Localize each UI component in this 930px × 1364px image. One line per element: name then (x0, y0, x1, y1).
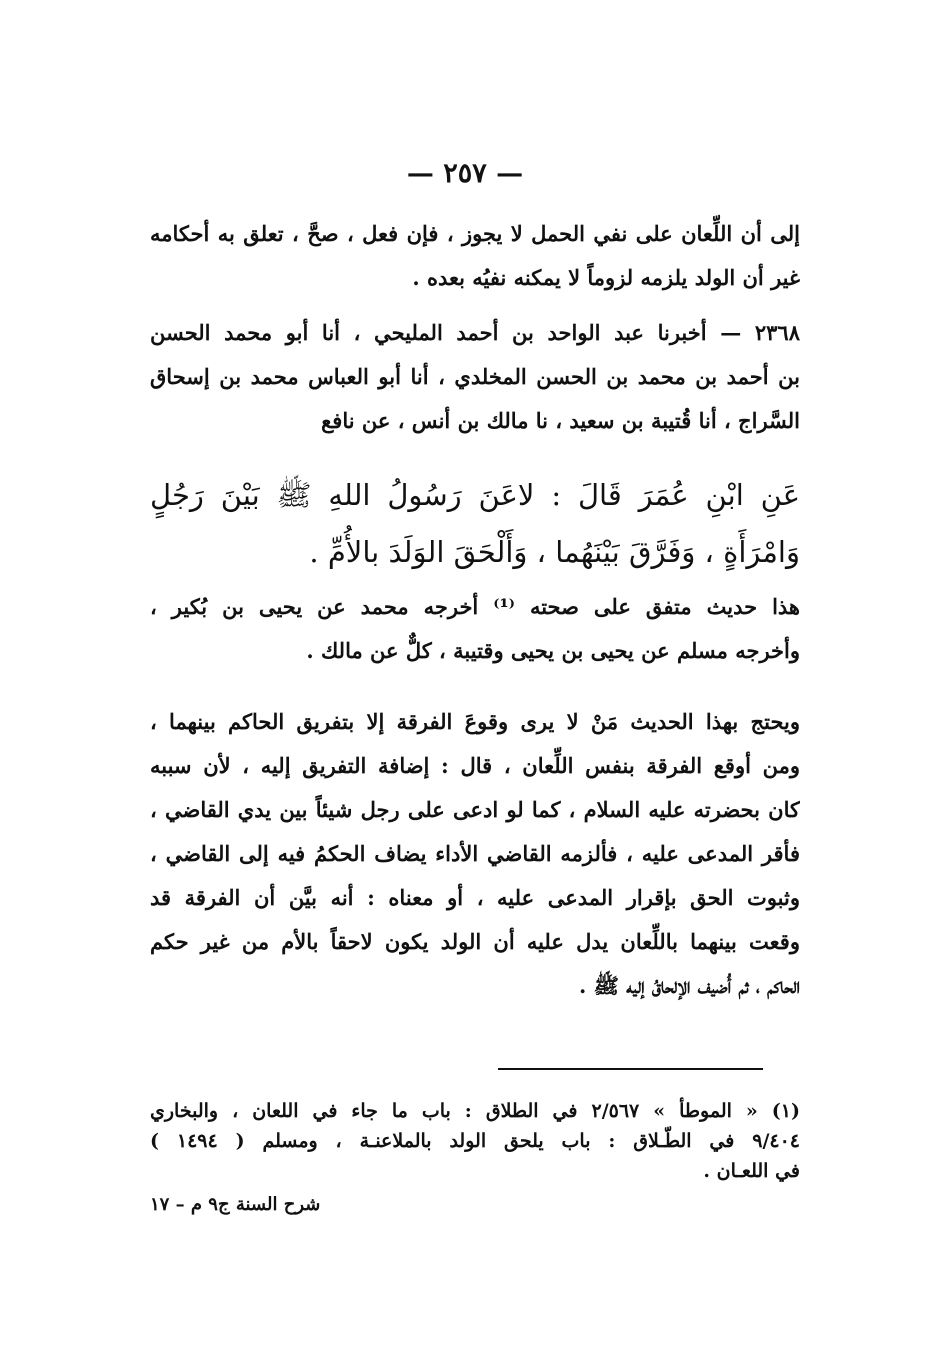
isnad-paragraph (150, 311, 800, 443)
footnote-line: في اللعـان . (703, 1160, 800, 1182)
text-line: السَّراج ، أنا قُتيبة بن سعيد ، نا مالك بن أنس ، عن نافع (321, 408, 800, 433)
footnote-line: ٩/٤٠٤ في الطّـلاق : باب يلحق الولد بالملاعنـة ، ومسلم ( ١٤٩٤ ) (150, 1130, 800, 1152)
text-line: ٢٣٦٨ — أخبرنا عبد الواحد بن أحمد المليحي ، أنا أبو محمد الحسن (150, 320, 800, 345)
hadith-text (150, 467, 800, 581)
signature-text: شرح السنة ج٩ م – ١٧ (150, 1194, 321, 1215)
text-line: ويحتج بهذا الحديث مَنْ لا يرى وقوعَ الفرقة إلا بتفريق الحاكم بينهما ، (150, 709, 800, 734)
hadith-line: عَنِ ابْنِ عُمَرَ قَالَ : لاعَنَ رَسُولُ اللهِ ﷺ بَيْنَ رَجُلٍ (150, 478, 800, 512)
text-line: الحاكم ، ثم أُضيف الإلحاقُ إليه ﷺ . (578, 973, 800, 998)
text-line: ومن أوقع الفرقة بنفس اللِّعان ، قال : إضافة التفريق إليه ، لأن سببه (150, 753, 800, 778)
paragraph-continuation (150, 212, 800, 300)
footnotes (150, 1096, 800, 1186)
text-line: هذا حديث متفق على صحته ⁽¹⁾ أخرجه محمد عن يحيى بن بُكير ، (150, 594, 800, 619)
text-line: غير أن الولد يلزمه لزوماً لا يمكنه نفيُه بعده . (412, 265, 800, 290)
text-line: وأخرجه مسلم عن يحيى بن يحيى وقتيبة ، كلٌّ عن مالك . (306, 638, 800, 663)
text-line: كان بحضرته عليه السلام ، كما لو ادعى على رجل شيئاً بين يدي القاضي ، (150, 797, 800, 822)
takhrij-paragraph (150, 585, 800, 673)
footnote-line: (١) « الموطأ » ٢/٥٦٧ في الطلاق : باب ما جاء في اللعان ، والبخاري (150, 1100, 800, 1122)
text-line: وثبوت الحق بإقرار المدعى عليه ، أو معناه : أنه بيَّن أن الفرقة قد (150, 885, 800, 910)
footnote-separator (498, 1068, 763, 1070)
text-line: بن أحمد بن محمد بن الحسن المخلدي ، أنا أبو العباس محمد بن إسحاق (150, 364, 800, 389)
text-line: إلى أن اللِّعان على نفي الحمل لا يجوز ، فإن فعل ، صحَّ ، تعلق به أحكامه (150, 221, 800, 246)
printer-signature (150, 1194, 800, 1215)
page-number: — ٢٥٧ — (406, 158, 524, 189)
commentary-paragraph (150, 700, 800, 1008)
text-line: فأقر المدعى عليه ، فألزمه القاضي الأداء يضاف الحكمُ فيه إلى القاضي ، (150, 841, 800, 866)
hadith-line: وَامْرَأَةٍ ، وَفَرَّقَ بَيْنَهُما ، وَأَلْحَقَ الوَلَدَ بالأُمِّ . (309, 535, 800, 569)
text-line: وقعت بينهما باللِّعان يدل عليه أن الولد يكون لاحقاً بالأم من غير حكم (150, 929, 800, 954)
